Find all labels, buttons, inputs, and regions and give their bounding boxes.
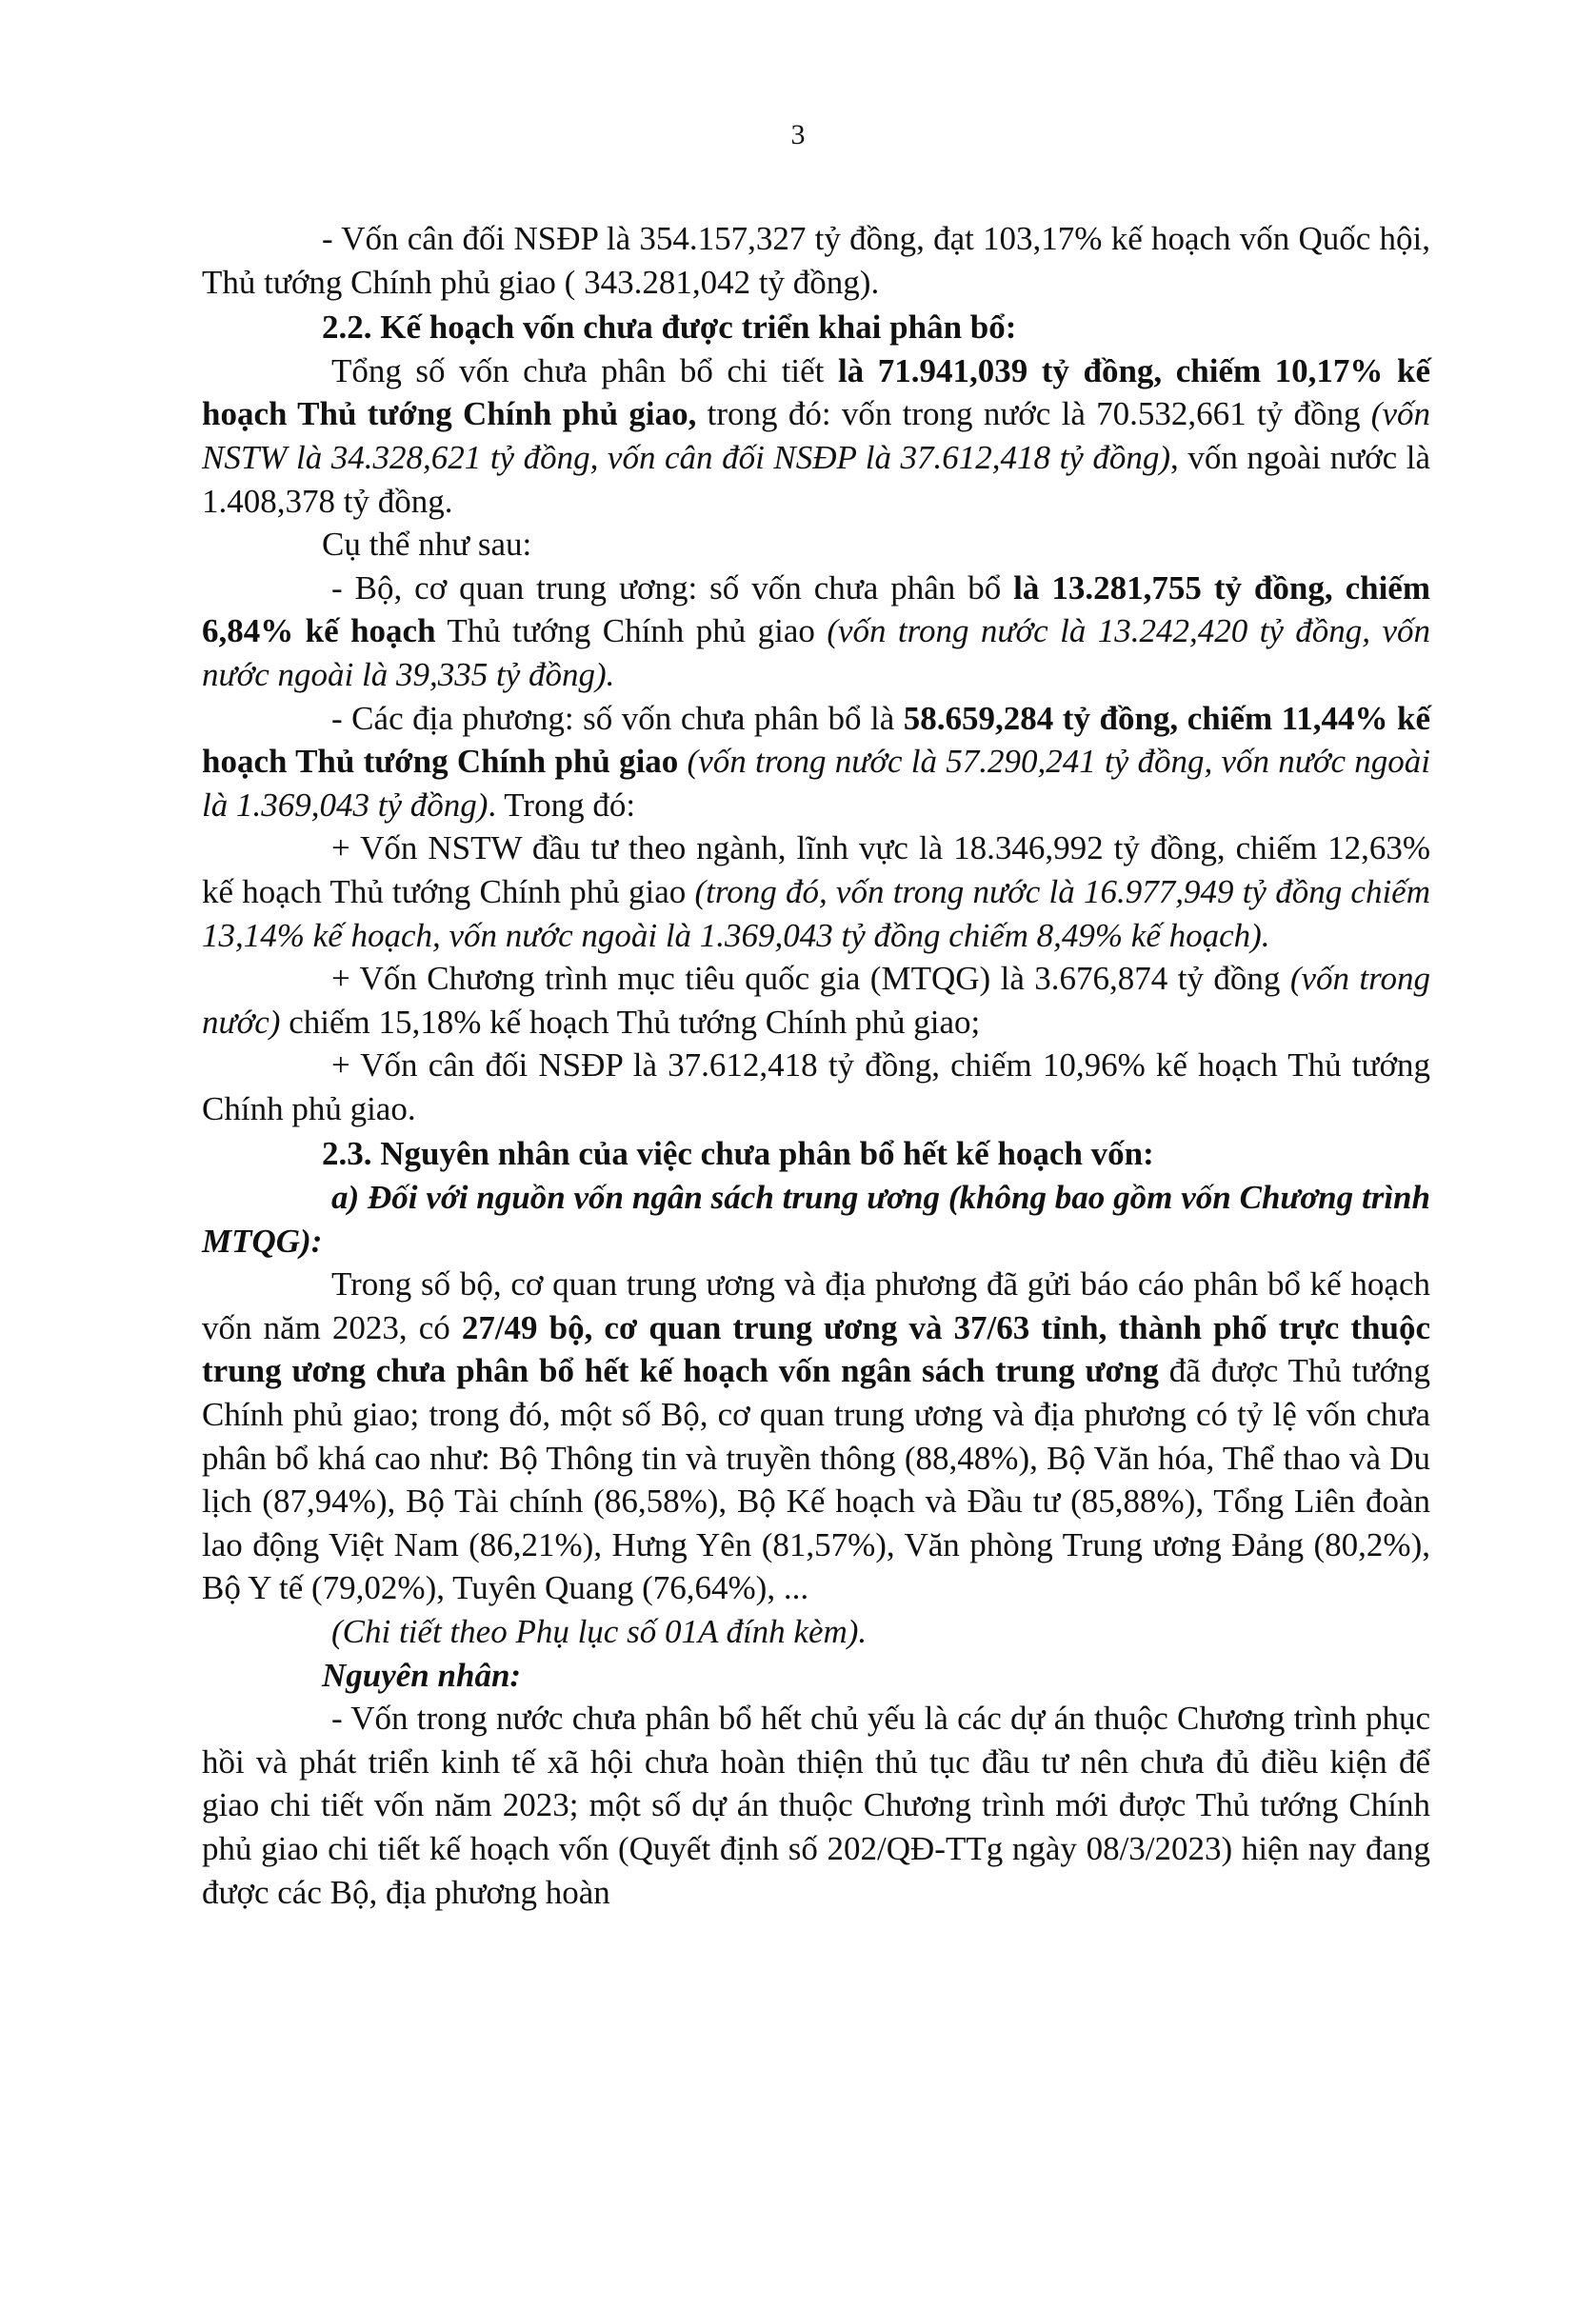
text-run: . Trong đó: [488, 786, 636, 824]
paragraph-nsdp-balance: - Vốn cân đối NSĐP là 354.157,327 tỷ đồng, đạt 103,17% kế hoạch vốn Quốc hội, Thủ tướng Chính phủ giao ( 343.281,042 tỷ đồng). [202, 220, 1430, 301]
text-run-italic: (vốn NSTW là 34.328,621 tỷ đồng, vốn cân đối NSĐP là 37.612,418 tỷ đồng) [202, 395, 1430, 476]
text-run: chiếm 15,18% kế hoạch Thủ tướng Chính phủ giao; [280, 1003, 981, 1041]
text-run: trong đó: vốn trong nước là 70.532,661 tỷ đồng [696, 395, 1371, 433]
document-body [202, 217, 1430, 1914]
text-run: + Vốn Chương trình mục tiêu quốc gia (MTQG) là 3.676,874 tỷ đồng [331, 960, 1290, 998]
text-run: - Bộ, cơ quan trung ương: số vốn chưa phân bổ [331, 568, 1014, 607]
text-run-bold: 58.659,284 tỷ đồng, chiếm 11,44% kế hoạch Thủ tướng Chính phủ giao [202, 699, 1430, 781]
text-run-italic: (trong đó, vốn trong nước là 16.977,949 tỷ đồng chiếm 13,14% kế hoạch, vốn nước ngoài là 1.369,043 tỷ đồng chiếm 8,49% kế hoạch). [202, 872, 1430, 954]
paragraph-details-intro: Cụ thể như sau: [322, 526, 532, 564]
text-run-bold: là 13.281,755 tỷ đồng, chiếm 6,84% kế hoạch [202, 568, 1430, 650]
text-run: đã được Thủ tướng Chính phủ giao; trong đó, một số Bộ, cơ quan trung ương và địa phương có tỷ lệ vốn chưa phân bổ khá cao như: Bộ Thông tin và truyền thông (88,48%), Bộ Văn hóa, Thể thao và Du lịch (87,94%), Bộ Tài chính (86,58%), Bộ Kế hoạch và Đầu tư (85,88%), Tổng Liên đoàn lao động Việt Nam (86,21%), Hưng Yên (81,57%), Văn phòng Trung ương Đảng (80,2%), Bộ Y tế (79,02%), Tuyên Quang (76,64%), ... [202, 1352, 1430, 1607]
paragraph-mtqg [202, 957, 1430, 1044]
paragraph-total-unallocated [202, 349, 1430, 523]
heading-causes: Nguyên nhân: [322, 1656, 522, 1694]
paragraph-nsdp-unallocated: + Vốn cân đối NSĐP là 37.612,418 tỷ đồng, chiếm 10,96% kế hoạch Thủ tướng Chính phủ giao. [202, 1046, 1430, 1127]
paragraph-unallocated-agencies [202, 1263, 1430, 1610]
text-run-italic: (vốn trong nước là 13.242,420 tỷ đồng, vốn nước ngoài là 39,335 tỷ đồng). [202, 612, 1431, 693]
text-run: + Vốn NSTW đầu tư theo ngành, lĩnh vực là 18.346,992 tỷ đồng, chiếm 12,63% kế hoạch Thủ tướng Chính phủ giao [202, 829, 1430, 910]
paragraph-localities [202, 697, 1430, 827]
paragraph-central-agencies [202, 567, 1430, 697]
text-run [678, 743, 687, 780]
text-run: - Các địa phương: số vốn chưa phân bổ là [331, 699, 904, 737]
heading-2-3: 2.3. Nguyên nhân của việc chưa phân bổ hết kế hoạch vốn: [322, 1135, 1154, 1173]
paragraph-domestic-capital-cause: - Vốn trong nước chưa phân bổ hết chủ yếu là các dự án thuộc Chương trình phục hồi và phát triển kinh tế xã hội chưa hoàn thiện thủ tục đầu tư nên chưa đủ điều kiện để giao chi tiết vốn năm 2023; một số dự án thuộc Chương trình mới được Thủ tướng Chính phủ giao chi tiết kế hoạch vốn (Quyết định số 202/QĐ-TTg ngày 08/3/2023) hiện nay đang được các Bộ, địa phương hoàn [202, 1700, 1430, 1911]
text-run: , vốn ngoài nước là 1.408,378 tỷ đồng. [202, 438, 1431, 520]
text-run-bold: 27/49 bộ, cơ quan trung ương và 37/63 tỉnh, thành phố trực thuộc trung ương chưa phân bổ hết kế hoạch vốn ngân sách trung ương [202, 1308, 1430, 1390]
text-run: Thủ tướng Chính phủ giao [435, 612, 828, 650]
paragraph-nstw-sector [202, 826, 1430, 957]
text-run-bold: là 71.941,039 tỷ đồng, chiếm 10,17% kế hoạch Thủ tướng Chính phủ giao, [202, 351, 1430, 433]
page-number: 3 [790, 119, 806, 150]
text-run-italic: (vốn trong nước là 57.290,241 tỷ đồng, vốn nước ngoài là 1.369,043 tỷ đồng) [202, 743, 1430, 824]
text-run: Tổng số vốn chưa phân bổ chi tiết [331, 351, 838, 389]
text-run-italic: (vốn trong nước) [202, 960, 1430, 1041]
paragraph-appendix-reference: (Chi tiết theo Phụ lục số 01A đính kèm). [331, 1613, 868, 1650]
heading-2-2: 2.2. Kế hoạch vốn chưa được triển khai phân bổ: [322, 309, 1017, 347]
text-run: Trong số bộ, cơ quan trung ương và địa phương đã gửi báo cáo phân bổ kế hoạch vốn năm 2023, có [202, 1265, 1430, 1346]
heading-a-central-budget: a) Đối với nguồn vốn ngân sách trung ương (không bao gồm vốn Chương trình MTQG): [202, 1179, 1430, 1260]
